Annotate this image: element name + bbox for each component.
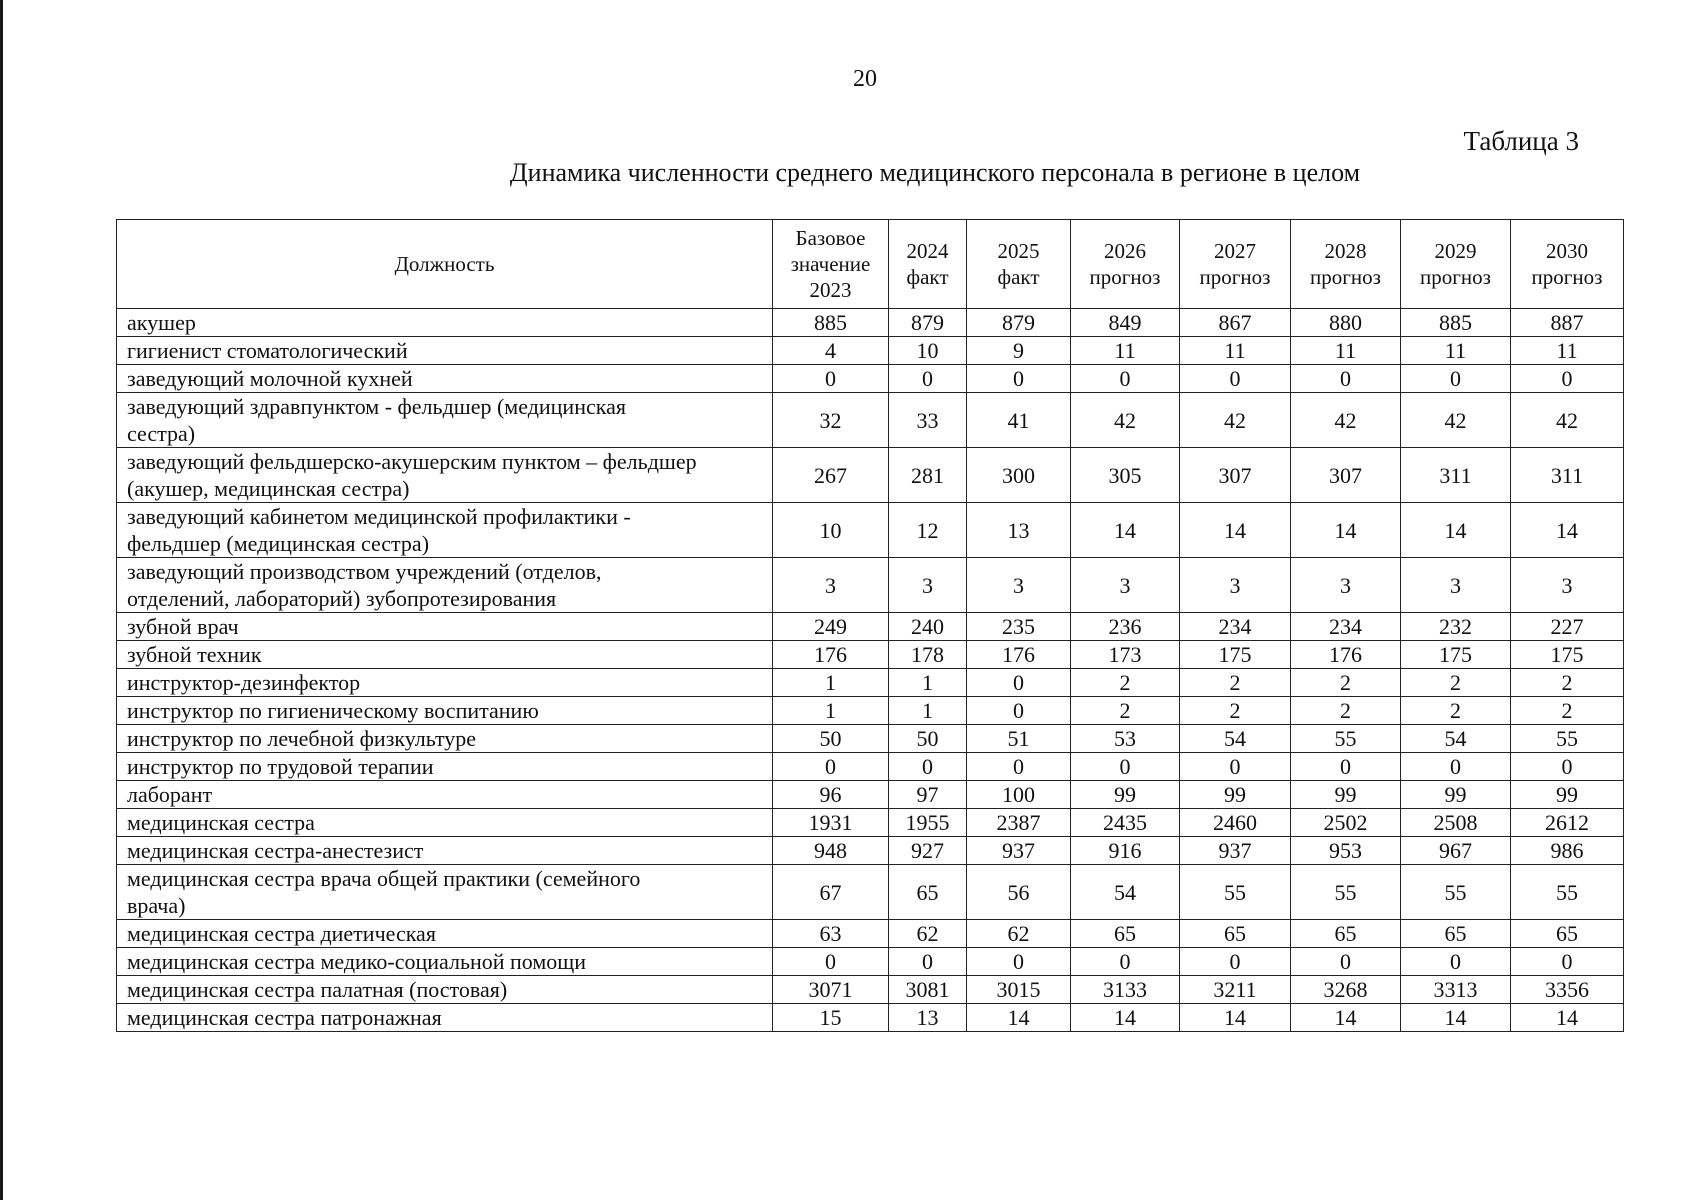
position-cell [117,697,773,725]
value-cell: 0 [1071,365,1180,393]
value-cell: 11 [1291,337,1401,365]
value-cell: 234 [1291,613,1401,641]
value-cell: 937 [967,837,1071,865]
header-line: факт [997,265,1040,289]
value-cell: 2 [1401,697,1511,725]
header-2025 [967,220,1071,309]
value-cell: 65 [1180,920,1291,948]
value-cell: 14 [967,1004,1071,1032]
position-text: фельдшер (медицинская сестра) [127,531,430,556]
value-cell: 50 [889,725,967,753]
value-cell: 2612 [1511,809,1624,837]
value-cell: 99 [1291,781,1401,809]
value-cell: 3081 [889,976,967,1004]
position-cell [117,669,773,697]
value-cell: 0 [967,669,1071,697]
value-cell: 0 [1291,365,1401,393]
header-2027 [1180,220,1291,309]
position-text: медицинская сестра врача общей практики (семейного [127,866,641,891]
table-row [117,613,1624,641]
value-cell: 42 [1401,393,1511,448]
value-cell: 62 [967,920,1071,948]
value-cell: 13 [967,503,1071,558]
value-cell: 54 [1180,725,1291,753]
header-line: прогноз [1420,265,1491,289]
position-text: лаборант [127,782,213,807]
value-cell: 2 [1180,697,1291,725]
value-cell: 4 [773,337,889,365]
value-cell: 2 [1291,697,1401,725]
value-cell: 1 [889,697,967,725]
value-cell: 2 [1071,697,1180,725]
value-cell: 99 [1071,781,1180,809]
value-cell: 55 [1291,865,1401,920]
header-2028 [1291,220,1401,309]
value-cell: 0 [1180,948,1291,976]
table-row [117,809,1624,837]
value-cell: 11 [1180,337,1291,365]
value-cell: 14 [1180,503,1291,558]
table-row [117,448,1624,503]
header-line: 2023 [809,278,852,302]
value-cell: 175 [1511,641,1624,669]
position-text: медицинская сестра медико-социальной помощи [127,949,587,974]
value-cell: 0 [1401,948,1511,976]
position-text: медицинская сестра палатная (постовая) [127,977,508,1002]
value-cell: 55 [1401,865,1511,920]
position-cell [117,920,773,948]
value-cell: 0 [1180,365,1291,393]
position-text: заведующий производством учреждений (отделов, [127,559,602,584]
value-cell: 916 [1071,837,1180,865]
header-line: 2030 [1546,239,1588,263]
value-cell: 249 [773,613,889,641]
value-cell: 3 [773,558,889,613]
table-row [117,337,1624,365]
value-cell: 97 [889,781,967,809]
value-cell: 3133 [1071,976,1180,1004]
value-cell: 65 [1511,920,1624,948]
value-cell: 14 [1401,1004,1511,1032]
value-cell: 311 [1511,448,1624,503]
position-text: инструктор по гигиеническому воспитанию [127,698,539,723]
header-line: 2024 [906,239,949,263]
value-cell: 42 [1291,393,1401,448]
position-text: акушер [127,310,196,335]
table-row [117,781,1624,809]
position-cell [117,781,773,809]
value-cell: 986 [1511,837,1624,865]
value-cell: 3 [1071,558,1180,613]
position-cell [117,309,773,337]
table-row [117,1004,1624,1032]
value-cell: 235 [967,613,1071,641]
table-row [117,697,1624,725]
header-position [117,220,773,309]
value-cell: 867 [1180,309,1291,337]
table-row [117,837,1624,865]
value-cell: 953 [1291,837,1401,865]
value-cell: 281 [889,448,967,503]
value-cell: 54 [1401,725,1511,753]
header-position-label: Должность [394,252,495,276]
value-cell: 3 [889,558,967,613]
value-cell: 99 [1511,781,1624,809]
value-cell: 14 [1180,1004,1291,1032]
value-cell: 65 [889,865,967,920]
value-cell: 267 [773,448,889,503]
table-row [117,753,1624,781]
value-cell: 65 [1401,920,1511,948]
value-cell: 14 [1511,503,1624,558]
position-cell [117,976,773,1004]
value-cell: 3015 [967,976,1071,1004]
value-cell: 3211 [1180,976,1291,1004]
value-cell: 14 [1401,503,1511,558]
table-title: Динамика численности среднего медицинского персонала в регионе в целом [509,158,1361,187]
table-row [117,865,1624,920]
value-cell: 880 [1291,309,1401,337]
position-cell [117,558,773,613]
position-cell [117,503,773,558]
position-cell [117,809,773,837]
position-cell [117,837,773,865]
value-cell: 176 [967,641,1071,669]
value-cell: 885 [773,309,889,337]
table-row [117,725,1624,753]
value-cell: 0 [1291,753,1401,781]
value-cell: 927 [889,837,967,865]
value-cell: 54 [1071,865,1180,920]
value-cell: 2 [1071,669,1180,697]
position-cell [117,448,773,503]
value-cell: 967 [1401,837,1511,865]
value-cell: 3 [967,558,1071,613]
header-line: значение [790,252,871,276]
value-cell: 1 [889,669,967,697]
position-text: сестра) [127,421,196,446]
value-cell: 178 [889,641,967,669]
position-text: инструктор по трудовой терапии [127,754,434,779]
value-cell: 3 [1401,558,1511,613]
value-cell: 99 [1180,781,1291,809]
value-cell: 42 [1180,393,1291,448]
value-cell: 14 [1291,503,1401,558]
value-cell: 55 [1511,865,1624,920]
value-cell: 53 [1071,725,1180,753]
header-line: Базовое [795,226,866,250]
value-cell: 3313 [1401,976,1511,1004]
header-line: 2029 [1434,239,1477,263]
value-cell: 14 [1071,1004,1180,1032]
value-cell: 55 [1180,865,1291,920]
position-text: зубной врач [127,614,239,639]
position-cell [117,641,773,669]
value-cell: 175 [1401,641,1511,669]
position-text: заведующий кабинетом медицинской профилактики - [127,504,631,529]
value-cell: 0 [1291,948,1401,976]
position-text: (акушер, медицинская сестра) [127,476,410,501]
position-text: зубной техник [127,642,262,667]
position-cell [117,365,773,393]
value-cell: 236 [1071,613,1180,641]
value-cell: 42 [1511,393,1624,448]
page-edge [0,0,3,1200]
value-cell: 176 [773,641,889,669]
value-cell: 175 [1180,641,1291,669]
header-2024 [889,220,967,309]
value-cell: 14 [1071,503,1180,558]
value-cell: 0 [967,365,1071,393]
value-cell: 937 [1180,837,1291,865]
value-cell: 3071 [773,976,889,1004]
value-cell: 307 [1291,448,1401,503]
value-cell: 3356 [1511,976,1624,1004]
header-line: 2028 [1324,239,1367,263]
value-cell: 0 [1180,753,1291,781]
table-label: Таблица 3 [1463,126,1579,156]
value-cell: 11 [1511,337,1624,365]
page-number: 20 [853,66,877,92]
value-cell: 3268 [1291,976,1401,1004]
value-cell: 0 [967,697,1071,725]
value-cell: 3 [1180,558,1291,613]
position-cell [117,613,773,641]
value-cell: 41 [967,393,1071,448]
value-cell: 0 [773,948,889,976]
value-cell: 15 [773,1004,889,1032]
value-cell: 12 [889,503,967,558]
header-2030 [1511,220,1624,309]
value-cell: 311 [1401,448,1511,503]
value-cell: 67 [773,865,889,920]
value-cell: 2 [1511,669,1624,697]
header-line: 2027 [1214,239,1256,263]
value-cell: 11 [1071,337,1180,365]
value-cell: 32 [773,393,889,448]
value-cell: 51 [967,725,1071,753]
value-cell: 0 [773,365,889,393]
value-cell: 42 [1071,393,1180,448]
value-cell: 100 [967,781,1071,809]
position-text: заведующий молочной кухней [127,366,413,391]
value-cell: 10 [773,503,889,558]
table-row [117,976,1624,1004]
header-line: 2026 [1104,239,1146,263]
value-cell: 13 [889,1004,967,1032]
header-2029 [1401,220,1511,309]
position-text: медицинская сестра патронажная [127,1005,442,1030]
position-text: инструктор по лечебной физкультуре [127,726,477,751]
value-cell: 0 [1071,753,1180,781]
value-cell: 887 [1511,309,1624,337]
value-cell: 879 [889,309,967,337]
value-cell: 0 [1401,753,1511,781]
value-cell: 2 [1180,669,1291,697]
value-cell: 55 [1291,725,1401,753]
header-line: прогноз [1199,265,1271,289]
value-cell: 234 [1180,613,1291,641]
value-cell: 173 [1071,641,1180,669]
header-line: прогноз [1089,265,1161,289]
value-cell: 879 [967,309,1071,337]
position-text: заведующий здравпунктом - фельдшер (медицинская [127,394,626,419]
value-cell: 3 [1291,558,1401,613]
value-cell: 2 [1291,669,1401,697]
value-cell: 63 [773,920,889,948]
value-cell: 2508 [1401,809,1511,837]
header-2026 [1071,220,1180,309]
value-cell: 2 [1511,697,1624,725]
value-cell: 232 [1401,613,1511,641]
table-row [117,641,1624,669]
header-line: прогноз [1531,265,1603,289]
position-cell [117,393,773,448]
value-cell: 96 [773,781,889,809]
value-cell: 14 [1511,1004,1624,1032]
table-row [117,920,1624,948]
value-cell: 2435 [1071,809,1180,837]
value-cell: 1 [773,697,889,725]
header-line: прогноз [1310,265,1381,289]
header-base [773,220,889,309]
value-cell: 2387 [967,809,1071,837]
table-row [117,558,1624,613]
value-cell: 1 [773,669,889,697]
position-cell [117,753,773,781]
value-cell: 2502 [1291,809,1401,837]
value-cell: 10 [889,337,967,365]
position-text: медицинская сестра-анестезист [127,838,424,863]
value-cell: 0 [967,753,1071,781]
position-text: отделений, лабораторий) зубопротезирования [127,586,557,611]
position-text: врача) [127,893,186,918]
value-cell: 0 [967,948,1071,976]
position-cell [117,725,773,753]
value-cell: 99 [1401,781,1511,809]
value-cell: 0 [1401,365,1511,393]
value-cell: 0 [773,753,889,781]
table-row [117,309,1624,337]
table-body [117,309,1624,1032]
table-row [117,669,1624,697]
value-cell: 65 [1071,920,1180,948]
value-cell: 55 [1511,725,1624,753]
value-cell: 307 [1180,448,1291,503]
value-cell: 62 [889,920,967,948]
value-cell: 300 [967,448,1071,503]
position-text: медицинская сестра [127,810,315,835]
value-cell: 56 [967,865,1071,920]
value-cell: 33 [889,393,967,448]
table-row [117,503,1624,558]
value-cell: 50 [773,725,889,753]
position-cell [117,1004,773,1032]
position-cell [117,948,773,976]
value-cell: 305 [1071,448,1180,503]
value-cell: 0 [1071,948,1180,976]
value-cell: 227 [1511,613,1624,641]
value-cell: 3 [1511,558,1624,613]
value-cell: 14 [1291,1004,1401,1032]
position-text: медицинская сестра диетическая [127,921,436,946]
value-cell: 2460 [1180,809,1291,837]
header-line: 2025 [997,239,1040,263]
staff-dynamics-table [116,219,1624,1032]
value-cell: 0 [1511,753,1624,781]
value-cell: 9 [967,337,1071,365]
value-cell: 0 [1511,948,1624,976]
value-cell: 0 [889,365,967,393]
value-cell: 885 [1401,309,1511,337]
value-cell: 0 [889,948,967,976]
table-header-row [117,220,1624,309]
value-cell: 11 [1401,337,1511,365]
value-cell: 176 [1291,641,1401,669]
value-cell: 948 [773,837,889,865]
value-cell: 65 [1291,920,1401,948]
position-text: гигиенист стоматологический [127,338,408,363]
value-cell: 1931 [773,809,889,837]
table-row [117,365,1624,393]
value-cell: 1955 [889,809,967,837]
position-cell [117,337,773,365]
value-cell: 240 [889,613,967,641]
table-row [117,393,1624,448]
header-line: факт [906,265,949,289]
value-cell: 849 [1071,309,1180,337]
position-text: заведующий фельдшерско-акушерским пунктом – фельдшер [127,449,697,474]
value-cell: 0 [1511,365,1624,393]
position-cell [117,865,773,920]
position-text: инструктор-дезинфектор [127,670,361,695]
table-row [117,948,1624,976]
value-cell: 0 [889,753,967,781]
value-cell: 2 [1401,669,1511,697]
